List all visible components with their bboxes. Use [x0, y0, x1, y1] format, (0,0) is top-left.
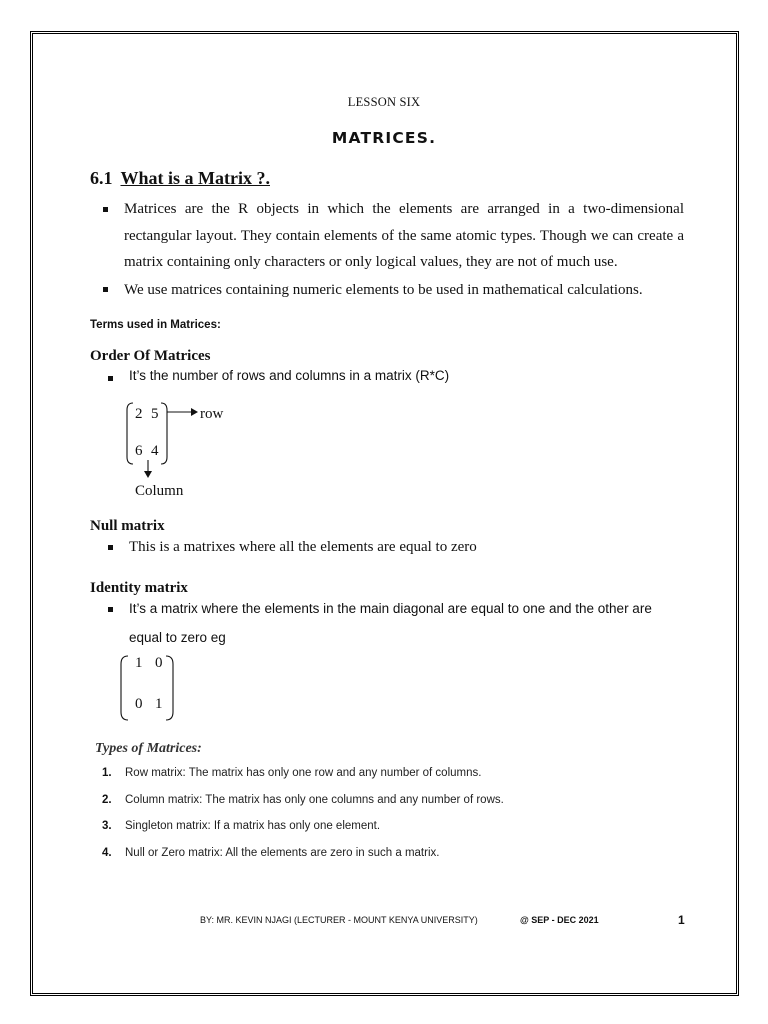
- footer-date: @ SEP - DEC 2021: [520, 915, 599, 925]
- bullet-icon: [108, 376, 113, 381]
- order-heading: Order Of Matrices: [90, 348, 211, 364]
- lesson-label: LESSON SIX: [347, 95, 421, 109]
- matrix-cell: 1: [155, 696, 163, 712]
- list-item-number: 3.: [102, 820, 112, 832]
- bullet-icon: [108, 607, 113, 612]
- section-number: 6.1: [90, 168, 113, 188]
- bullet-icon: [103, 287, 108, 292]
- matrix-cell: 0: [155, 655, 163, 671]
- null-matrix-heading: Null matrix: [90, 518, 165, 534]
- terms-heading: Terms used in Matrices:: [90, 319, 221, 331]
- matrix-cell: 2: [135, 406, 143, 422]
- null-matrix-bullet-text: This is a matrixes where all the elements are equal to zero: [129, 539, 477, 555]
- bullet-icon: [103, 207, 108, 212]
- list-item: Column matrix: The matrix has only one columns and any number of rows.: [125, 794, 504, 806]
- section-heading: [90, 168, 270, 189]
- matrix-cell: 5: [151, 406, 159, 422]
- list-item: Null or Zero matrix: All the elements are zero in such a matrix.: [125, 847, 440, 859]
- section-title: What is a Matrix ?.: [120, 168, 270, 188]
- bullet-icon: [108, 545, 113, 550]
- list-item: Row matrix: The matrix has only one row and any number of columns.: [125, 767, 482, 779]
- list-item: Singleton matrix: If a matrix has only one element.: [125, 820, 381, 832]
- matrix-cell: 4: [151, 443, 159, 459]
- list-item-number: 1.: [102, 767, 112, 779]
- matrix-cell: 0: [135, 696, 143, 712]
- matrix-cell: 1: [135, 655, 143, 671]
- matrix-cell: 6: [135, 443, 143, 459]
- identity-heading: Identity matrix: [90, 580, 188, 596]
- page-number: 1: [678, 913, 685, 927]
- footer-author: BY: MR. KEVIN NJAGI (LECTURER - MOUNT KENYA UNIVERSITY): [200, 915, 478, 925]
- list-item-number: 2.: [102, 794, 112, 806]
- column-label: Column: [135, 483, 184, 499]
- order-bullet-text: It’s the number of rows and columns in a matrix (R*C): [129, 368, 450, 383]
- identity-matrix-brackets: [120, 654, 180, 724]
- matrix-definition-paragraph: Matrices are the R objects in which the elements are arranged in a two-dimensional rectangular layout. They contain elements of the same atomic types. Though we can create a matrix containing only characters or only logical values, they are not of much use.: [124, 201, 684, 270]
- page-title: MATRICES.: [331, 129, 437, 147]
- row-label: row: [200, 406, 224, 422]
- numeric-matrices-paragraph: We use matrices containing numeric elements to be used in mathematical calculations.: [124, 282, 643, 298]
- list-item-number: 4.: [102, 847, 112, 859]
- identity-bullet-line1: It’s a matrix where the elements in the main diagonal are equal to one and the other are: [129, 601, 652, 616]
- identity-bullet-line2: equal to zero eg: [129, 630, 226, 645]
- types-heading: Types of Matrices:: [95, 741, 202, 756]
